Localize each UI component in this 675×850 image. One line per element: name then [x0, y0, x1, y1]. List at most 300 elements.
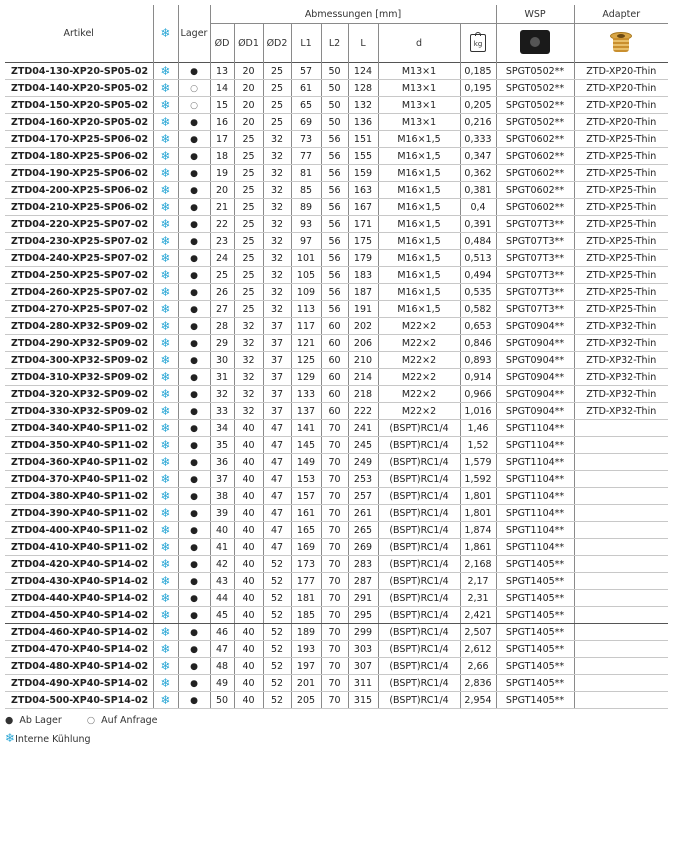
table-row — [5, 250, 668, 267]
col-l-cell: 191 — [348, 301, 378, 318]
artikel-cell: ZTD04-240-XP25-SP07-02 — [5, 250, 153, 267]
snowflake-icon: ❄ — [160, 488, 171, 503]
col-thread-cell: M22×2 — [378, 352, 460, 369]
snowflake-icon: ❄ — [160, 80, 171, 95]
col-d-cell: 49 — [210, 675, 234, 692]
col-adapter-cell — [574, 471, 668, 488]
artikel-cell: ZTD04-190-XP25-SP06-02 — [5, 165, 153, 182]
cooling-cell — [153, 250, 178, 267]
snowflake-icon: ❄ — [160, 624, 171, 639]
col-d1-cell: 25 — [234, 216, 263, 233]
cooling-cell — [153, 454, 178, 471]
col-adapter-cell: ZTD-XP25-Thin — [574, 131, 668, 148]
col-thread-cell: (BSPT)RC1/4 — [378, 573, 460, 590]
header-col-thread: d — [378, 24, 460, 63]
cooling-cell — [153, 284, 178, 301]
col-l1-cell: 181 — [291, 590, 321, 607]
snowflake-icon: ❄ — [160, 386, 171, 401]
col-weight-cell: 0,205 — [460, 97, 496, 114]
col-l-cell: 214 — [348, 369, 378, 386]
col-l-cell: 253 — [348, 471, 378, 488]
col-d2-cell: 32 — [263, 267, 291, 284]
col-l2-cell: 50 — [321, 80, 348, 97]
cooling-cell — [153, 148, 178, 165]
col-d2-cell: 52 — [263, 692, 291, 709]
col-d-cell: 43 — [210, 573, 234, 590]
col-l-cell: 218 — [348, 386, 378, 403]
header-adapter: Adapter — [574, 5, 668, 24]
col-weight-cell: 0,185 — [460, 63, 496, 80]
col-l2-cell: 60 — [321, 335, 348, 352]
snowflake-icon: ❄ — [160, 641, 171, 656]
col-d1-cell: 25 — [234, 284, 263, 301]
col-l1-cell: 73 — [291, 131, 321, 148]
snowflake-icon: ❄ — [160, 131, 171, 146]
col-d2-cell: 32 — [263, 216, 291, 233]
table-row — [5, 131, 668, 148]
col-thread-cell: M16×1,5 — [378, 148, 460, 165]
lager-cell — [178, 573, 210, 590]
col-d1-cell: 40 — [234, 641, 263, 658]
col-weight-cell: 0,484 — [460, 233, 496, 250]
col-wsp-cell: SPGT0904** — [496, 352, 574, 369]
col-wsp-cell: SPGT1405** — [496, 590, 574, 607]
cooling-cell — [153, 80, 178, 97]
snowflake-icon: ❄ — [160, 556, 171, 571]
col-l1-cell: 85 — [291, 182, 321, 199]
snowflake-icon: ❄ — [160, 692, 171, 707]
table-row — [5, 539, 668, 556]
col-d-cell: 44 — [210, 590, 234, 607]
col-l1-cell: 185 — [291, 607, 321, 624]
lager-cell — [178, 114, 210, 131]
col-l2-cell: 56 — [321, 182, 348, 199]
col-d2-cell: 47 — [263, 539, 291, 556]
col-l1-cell: 169 — [291, 539, 321, 556]
col-weight-cell: 0,333 — [460, 131, 496, 148]
col-d-cell: 42 — [210, 556, 234, 573]
filled-dot-icon: ● — [190, 236, 198, 247]
col-l2-cell: 56 — [321, 250, 348, 267]
header-col-l1: L1 — [291, 24, 321, 63]
col-wsp-cell: SPGT0904** — [496, 318, 574, 335]
filled-dot-icon: ● — [190, 168, 198, 179]
col-d-cell: 29 — [210, 335, 234, 352]
cooling-cell — [153, 403, 178, 420]
col-l1-cell: 101 — [291, 250, 321, 267]
col-adapter-cell: ZTD-XP32-Thin — [574, 318, 668, 335]
cooling-cell — [153, 97, 178, 114]
col-l1-cell: 69 — [291, 114, 321, 131]
col-adapter-cell — [574, 675, 668, 692]
table-row — [5, 556, 668, 573]
col-adapter-cell: ZTD-XP25-Thin — [574, 250, 668, 267]
col-adapter-cell — [574, 607, 668, 624]
col-l-cell: 136 — [348, 114, 378, 131]
col-l1-cell: 117 — [291, 318, 321, 335]
col-thread-cell: (BSPT)RC1/4 — [378, 522, 460, 539]
col-l1-cell: 113 — [291, 301, 321, 318]
col-l2-cell: 70 — [321, 675, 348, 692]
col-l1-cell: 121 — [291, 335, 321, 352]
empty-dot-icon: ○ — [190, 100, 198, 111]
col-l1-cell: 89 — [291, 199, 321, 216]
col-l2-cell: 70 — [321, 488, 348, 505]
col-wsp-cell: SPGT1104** — [496, 420, 574, 437]
col-d1-cell: 25 — [234, 233, 263, 250]
col-wsp-cell: SPGT07T3** — [496, 267, 574, 284]
snowflake-icon: ❄ — [160, 420, 171, 435]
col-l1-cell: 189 — [291, 624, 321, 641]
snowflake-icon: ❄ — [160, 352, 171, 367]
col-d-cell: 19 — [210, 165, 234, 182]
col-d-cell: 46 — [210, 624, 234, 641]
artikel-cell: ZTD04-310-XP32-SP09-02 — [5, 369, 153, 386]
col-l-cell: 241 — [348, 420, 378, 437]
artikel-cell: ZTD04-160-XP20-SP05-02 — [5, 114, 153, 131]
col-l1-cell: 205 — [291, 692, 321, 709]
col-d1-cell: 20 — [234, 97, 263, 114]
legend-stock — [5, 715, 180, 726]
col-l2-cell: 50 — [321, 63, 348, 80]
col-d-cell: 18 — [210, 148, 234, 165]
col-l2-cell: 70 — [321, 437, 348, 454]
col-adapter-cell: ZTD-XP20-Thin — [574, 114, 668, 131]
col-d-cell: 22 — [210, 216, 234, 233]
cooling-cell — [153, 675, 178, 692]
col-l2-cell: 60 — [321, 318, 348, 335]
col-wsp-cell: SPGT1405** — [496, 573, 574, 590]
lager-cell — [178, 318, 210, 335]
col-d-cell: 28 — [210, 318, 234, 335]
filled-dot-icon: ● — [190, 678, 198, 689]
artikel-cell: ZTD04-450-XP40-SP14-02 — [5, 607, 153, 624]
col-adapter-cell — [574, 539, 668, 556]
lager-cell — [178, 692, 210, 709]
col-d1-cell: 32 — [234, 386, 263, 403]
col-thread-cell: M16×1,5 — [378, 284, 460, 301]
col-d2-cell: 37 — [263, 403, 291, 420]
table-row — [5, 471, 668, 488]
col-wsp-cell: SPGT0904** — [496, 369, 574, 386]
artikel-cell: ZTD04-480-XP40-SP14-02 — [5, 658, 153, 675]
col-thread-cell: M13×1 — [378, 63, 460, 80]
col-wsp-cell: SPGT1405** — [496, 641, 574, 658]
cooling-cell — [153, 607, 178, 624]
filled-dot-icon: ● — [190, 253, 198, 264]
col-d-cell: 32 — [210, 386, 234, 403]
col-l2-cell: 60 — [321, 369, 348, 386]
col-d2-cell: 37 — [263, 335, 291, 352]
col-adapter-cell: ZTD-XP32-Thin — [574, 403, 668, 420]
legend-ab-lager — [5, 715, 62, 726]
col-l1-cell: 57 — [291, 63, 321, 80]
header-col-d2: ØD2 — [263, 24, 291, 63]
col-d-cell: 36 — [210, 454, 234, 471]
filled-dot-icon: ● — [190, 321, 198, 332]
col-l1-cell: 173 — [291, 556, 321, 573]
lager-cell — [178, 131, 210, 148]
snowflake-icon: ❄ — [160, 165, 171, 180]
lager-cell — [178, 80, 210, 97]
col-d2-cell: 47 — [263, 420, 291, 437]
table-row — [5, 403, 668, 420]
table-row — [5, 488, 668, 505]
col-l1-cell: 141 — [291, 420, 321, 437]
col-wsp-cell: SPGT0904** — [496, 386, 574, 403]
col-adapter-cell — [574, 641, 668, 658]
snowflake-icon: ❄ — [160, 675, 171, 690]
col-d1-cell: 40 — [234, 471, 263, 488]
col-l1-cell: 193 — [291, 641, 321, 658]
col-l-cell: 311 — [348, 675, 378, 692]
col-wsp-cell: SPGT07T3** — [496, 250, 574, 267]
col-l2-cell: 56 — [321, 131, 348, 148]
col-l-cell: 265 — [348, 522, 378, 539]
filled-dot-icon: ● — [190, 185, 198, 196]
col-l2-cell: 70 — [321, 505, 348, 522]
snowflake-icon: ❄ — [160, 148, 171, 163]
lager-cell — [178, 437, 210, 454]
header-col-d1: ØD1 — [234, 24, 263, 63]
col-adapter-cell — [574, 522, 668, 539]
col-l1-cell: 201 — [291, 675, 321, 692]
cooling-cell — [153, 267, 178, 284]
artikel-cell: ZTD04-410-XP40-SP11-02 — [5, 539, 153, 556]
artikel-cell: ZTD04-300-XP32-SP09-02 — [5, 352, 153, 369]
snowflake-icon: ❄ — [160, 505, 171, 520]
filled-dot-icon: ● — [190, 474, 198, 485]
col-l2-cell: 50 — [321, 97, 348, 114]
col-l2-cell: 56 — [321, 165, 348, 182]
col-d2-cell: 25 — [263, 97, 291, 114]
header-abmessungen: Abmessungen [mm] — [210, 5, 496, 24]
col-d1-cell: 40 — [234, 590, 263, 607]
col-adapter-cell: ZTD-XP20-Thin — [574, 63, 668, 80]
snowflake-icon: ❄ — [160, 114, 171, 129]
cooling-cell — [153, 590, 178, 607]
col-l1-cell: 133 — [291, 386, 321, 403]
filled-dot-icon: ● — [190, 525, 198, 536]
lager-cell — [178, 216, 210, 233]
col-thread-cell: M16×1,5 — [378, 165, 460, 182]
col-d1-cell: 32 — [234, 318, 263, 335]
col-weight-cell: 0,381 — [460, 182, 496, 199]
col-d2-cell: 52 — [263, 641, 291, 658]
col-l-cell: 132 — [348, 97, 378, 114]
col-l1-cell: 61 — [291, 80, 321, 97]
col-wsp-cell: SPGT0602** — [496, 199, 574, 216]
col-thread-cell: (BSPT)RC1/4 — [378, 420, 460, 437]
col-l1-cell: 157 — [291, 488, 321, 505]
col-l-cell: 175 — [348, 233, 378, 250]
lager-cell — [178, 284, 210, 301]
artikel-cell: ZTD04-420-XP40-SP14-02 — [5, 556, 153, 573]
col-d1-cell: 32 — [234, 335, 263, 352]
col-d2-cell: 52 — [263, 590, 291, 607]
col-l-cell: 202 — [348, 318, 378, 335]
col-adapter-cell: ZTD-XP25-Thin — [574, 233, 668, 250]
lager-cell — [178, 165, 210, 182]
col-adapter-cell: ZTD-XP25-Thin — [574, 284, 668, 301]
col-adapter-cell: ZTD-XP25-Thin — [574, 267, 668, 284]
col-adapter-cell — [574, 437, 668, 454]
col-thread-cell: M16×1,5 — [378, 182, 460, 199]
col-thread-cell: (BSPT)RC1/4 — [378, 590, 460, 607]
artikel-cell: ZTD04-280-XP32-SP09-02 — [5, 318, 153, 335]
snowflake-icon: ❄ — [160, 301, 171, 316]
cooling-cell — [153, 369, 178, 386]
col-weight-cell: 0,846 — [460, 335, 496, 352]
col-d1-cell: 40 — [234, 556, 263, 573]
lager-cell — [178, 539, 210, 556]
col-l-cell: 151 — [348, 131, 378, 148]
artikel-cell: ZTD04-260-XP25-SP07-02 — [5, 284, 153, 301]
col-d2-cell: 37 — [263, 318, 291, 335]
lager-cell — [178, 590, 210, 607]
col-d2-cell: 37 — [263, 369, 291, 386]
col-weight-cell: 0,494 — [460, 267, 496, 284]
artikel-cell: ZTD04-130-XP20-SP05-02 — [5, 63, 153, 80]
table-row — [5, 233, 668, 250]
col-d2-cell: 32 — [263, 199, 291, 216]
artikel-cell: ZTD04-270-XP25-SP07-02 — [5, 301, 153, 318]
col-l-cell: 261 — [348, 505, 378, 522]
artikel-cell: ZTD04-370-XP40-SP11-02 — [5, 471, 153, 488]
cooling-cell — [153, 505, 178, 522]
col-thread-cell: (BSPT)RC1/4 — [378, 437, 460, 454]
col-l2-cell: 56 — [321, 284, 348, 301]
col-l2-cell: 56 — [321, 301, 348, 318]
col-weight-cell: 2,612 — [460, 641, 496, 658]
lager-cell — [178, 556, 210, 573]
col-d-cell: 16 — [210, 114, 234, 131]
filled-dot-icon: ● — [190, 593, 198, 604]
col-adapter-cell — [574, 624, 668, 641]
col-weight-cell: 0,347 — [460, 148, 496, 165]
lager-cell — [178, 233, 210, 250]
artikel-cell: ZTD04-200-XP25-SP06-02 — [5, 182, 153, 199]
legend-auf-anfrage — [87, 715, 158, 726]
col-thread-cell: M16×1,5 — [378, 267, 460, 284]
col-d-cell: 33 — [210, 403, 234, 420]
snowflake-icon: ❄ — [160, 26, 171, 40]
col-l2-cell: 70 — [321, 658, 348, 675]
cooling-cell — [153, 420, 178, 437]
lager-cell — [178, 471, 210, 488]
col-d2-cell: 47 — [263, 522, 291, 539]
col-l-cell: 315 — [348, 692, 378, 709]
filled-dot-icon: ● — [190, 695, 198, 706]
artikel-cell: ZTD04-470-XP40-SP14-02 — [5, 641, 153, 658]
col-adapter-cell: ZTD-XP32-Thin — [574, 369, 668, 386]
col-l-cell: 245 — [348, 437, 378, 454]
col-d1-cell: 40 — [234, 505, 263, 522]
artikel-cell: ZTD04-460-XP40-SP14-02 — [5, 624, 153, 641]
col-thread-cell: (BSPT)RC1/4 — [378, 675, 460, 692]
table-row — [5, 267, 668, 284]
artikel-cell: ZTD04-230-XP25-SP07-02 — [5, 233, 153, 250]
col-weight-cell: 1,592 — [460, 471, 496, 488]
col-l1-cell: 77 — [291, 148, 321, 165]
filled-dot-icon: ● — [190, 219, 198, 230]
snowflake-icon: ❄ — [160, 658, 171, 673]
snowflake-icon: ❄ — [160, 471, 171, 486]
cooling-cell — [153, 386, 178, 403]
snowflake-icon: ❄ — [160, 63, 171, 78]
col-d1-cell: 40 — [234, 437, 263, 454]
artikel-cell: ZTD04-340-XP40-SP11-02 — [5, 420, 153, 437]
col-d-cell: 21 — [210, 199, 234, 216]
filled-dot-icon: ● — [190, 151, 198, 162]
col-l-cell: 179 — [348, 250, 378, 267]
col-l2-cell: 70 — [321, 590, 348, 607]
col-adapter-cell: ZTD-XP25-Thin — [574, 301, 668, 318]
lager-cell — [178, 148, 210, 165]
col-weight-cell: 0,195 — [460, 80, 496, 97]
table-row — [5, 437, 668, 454]
col-l-cell: 249 — [348, 454, 378, 471]
col-d2-cell: 32 — [263, 250, 291, 267]
col-l2-cell: 56 — [321, 148, 348, 165]
table-row — [5, 301, 668, 318]
col-adapter-cell — [574, 590, 668, 607]
col-weight-cell: 1,801 — [460, 505, 496, 522]
col-d1-cell: 25 — [234, 301, 263, 318]
col-l-cell: 155 — [348, 148, 378, 165]
table-row — [5, 63, 668, 80]
snowflake-icon: ❄ — [160, 216, 171, 231]
col-d1-cell: 25 — [234, 148, 263, 165]
col-d1-cell: 40 — [234, 607, 263, 624]
snowflake-icon: ❄ — [160, 97, 171, 112]
filled-dot-icon: ● — [190, 117, 198, 128]
col-l2-cell: 70 — [321, 692, 348, 709]
cooling-cell — [153, 488, 178, 505]
col-adapter-cell — [574, 420, 668, 437]
header-col-l: L — [348, 24, 378, 63]
filled-dot-icon: ● — [190, 457, 198, 468]
artikel-cell: ZTD04-390-XP40-SP11-02 — [5, 505, 153, 522]
col-adapter-cell — [574, 488, 668, 505]
col-wsp-cell: SPGT07T3** — [496, 233, 574, 250]
col-l2-cell: 56 — [321, 267, 348, 284]
col-l-cell: 283 — [348, 556, 378, 573]
lager-cell — [178, 386, 210, 403]
col-l2-cell: 70 — [321, 641, 348, 658]
col-wsp-cell: SPGT1104** — [496, 471, 574, 488]
artikel-cell: ZTD04-290-XP32-SP09-02 — [5, 335, 153, 352]
col-d-cell: 47 — [210, 641, 234, 658]
col-thread-cell: (BSPT)RC1/4 — [378, 488, 460, 505]
col-weight-cell: 2,836 — [460, 675, 496, 692]
col-l-cell: 124 — [348, 63, 378, 80]
lager-cell — [178, 250, 210, 267]
col-wsp-cell: SPGT07T3** — [496, 216, 574, 233]
table-row — [5, 369, 668, 386]
col-d-cell: 41 — [210, 539, 234, 556]
artikel-cell: ZTD04-250-XP25-SP07-02 — [5, 267, 153, 284]
snowflake-icon: ❄ — [160, 250, 171, 265]
legend-ab-lager-label: Ab Lager — [19, 715, 62, 726]
col-d-cell: 25 — [210, 267, 234, 284]
snowflake-icon: ❄ — [160, 284, 171, 299]
col-wsp-cell: SPGT07T3** — [496, 301, 574, 318]
col-l-cell: 295 — [348, 607, 378, 624]
col-d1-cell: 32 — [234, 369, 263, 386]
col-thread-cell: (BSPT)RC1/4 — [378, 692, 460, 709]
artikel-cell: ZTD04-490-XP40-SP14-02 — [5, 675, 153, 692]
